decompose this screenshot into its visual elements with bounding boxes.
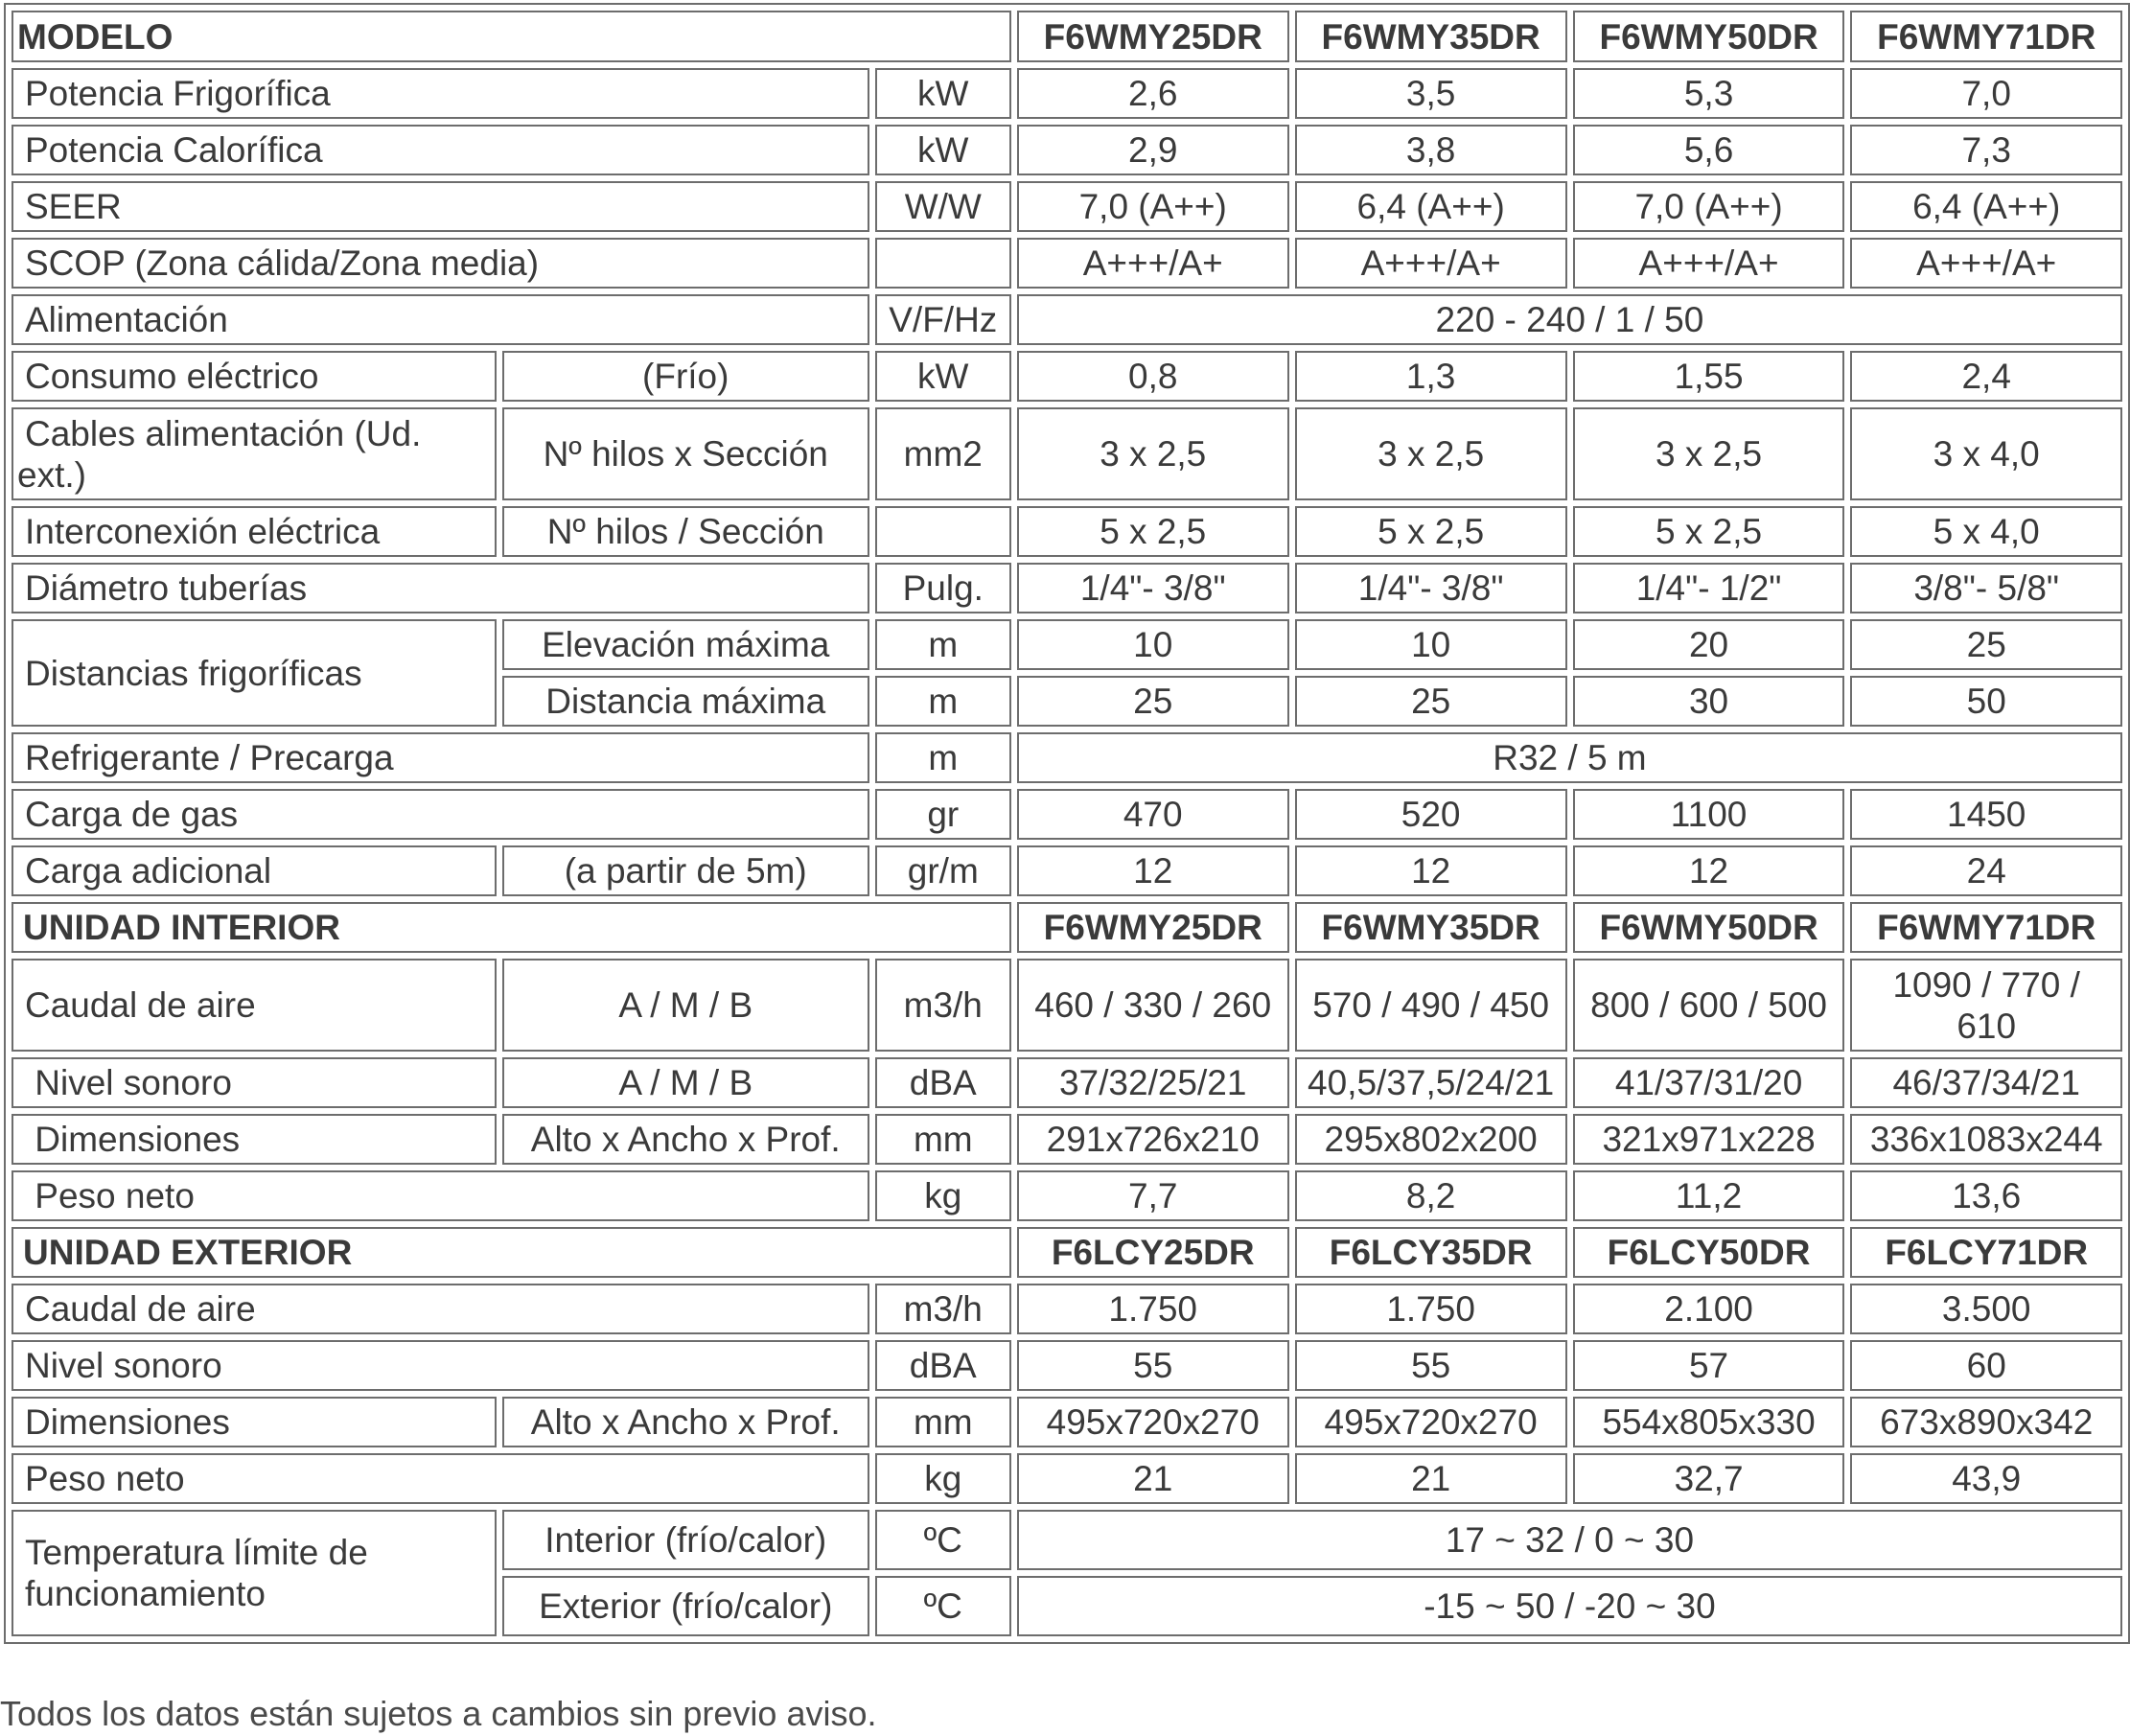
row-unit: mm (875, 1114, 1011, 1165)
table-row (12, 125, 2122, 175)
cell-value: 37/32/25/21 (1017, 1057, 1289, 1108)
model-name: F6WMY35DR (1295, 11, 1567, 62)
cell-value: 1,3 (1295, 351, 1567, 402)
table-row (12, 1170, 2122, 1221)
cell-value: 25 (1295, 676, 1567, 727)
cell-value: 5 x 2,5 (1573, 506, 1845, 557)
cell-value: 25 (1017, 676, 1289, 727)
cell-value: 6,4 (A++) (1295, 181, 1567, 232)
row-label: Peso neto (12, 1170, 869, 1221)
cell-value: 1.750 (1295, 1284, 1567, 1334)
row-unit: m (875, 732, 1011, 783)
cell-value: 12 (1295, 845, 1567, 896)
table-row (12, 238, 2122, 289)
table-row (12, 732, 2122, 783)
indoor-model-name: F6WMY25DR (1017, 902, 1289, 953)
cell-value: 3 x 2,5 (1295, 407, 1567, 500)
row-label: Peso neto (12, 1453, 869, 1504)
cell-value: 10 (1017, 619, 1289, 670)
row-label: Nivel sonoro (12, 1340, 869, 1391)
row-sublabel: Nº hilos x Sección (502, 407, 869, 500)
cell-value: 1/4"- 1/2" (1573, 563, 1845, 613)
cell-value: 3 x 2,5 (1573, 407, 1845, 500)
cell-value: 800 / 600 / 500 (1573, 959, 1845, 1052)
row-unit: m3/h (875, 959, 1011, 1052)
cell-value: 7,0 (A++) (1017, 181, 1289, 232)
cell-value: 1/4"- 3/8" (1295, 563, 1567, 613)
table-row (12, 845, 2122, 896)
cell-value: 11,2 (1573, 1170, 1845, 1221)
cell-value: 321x971x228 (1573, 1114, 1845, 1165)
table-row (12, 959, 2122, 1052)
cell-value: 46/37/34/21 (1850, 1057, 2122, 1108)
outdoor-model-name: F6LCY71DR (1850, 1227, 2122, 1278)
cell-value: 495x720x270 (1017, 1397, 1289, 1447)
cell-value: 1090 / 770 / 610 (1850, 959, 2122, 1052)
row-unit: dBA (875, 1057, 1011, 1108)
outdoor-model-name: F6LCY50DR (1573, 1227, 1845, 1278)
cell-value: 2,4 (1850, 351, 2122, 402)
table-row (12, 68, 2122, 119)
cell-value: 1100 (1573, 789, 1845, 840)
row-label: Cables alimentación (Ud. ext.) (12, 407, 497, 500)
cell-value: 41/37/31/20 (1573, 1057, 1845, 1108)
cell-value: 295x802x200 (1295, 1114, 1567, 1165)
cell-value: 57 (1573, 1340, 1845, 1391)
row-label: Carga de gas (12, 789, 869, 840)
cell-value: 520 (1295, 789, 1567, 840)
table-row (12, 1397, 2122, 1447)
cell-value: 2,6 (1017, 68, 1289, 119)
table-row (12, 294, 2122, 345)
row-unit: W/W (875, 181, 1011, 232)
row-unit: kg (875, 1170, 1011, 1221)
row-label: Interconexión eléctrica (12, 506, 497, 557)
row-unit: mm (875, 1397, 1011, 1447)
row-sublabel: A / M / B (502, 959, 869, 1052)
cell-value: 2.100 (1573, 1284, 1845, 1334)
cell-value: 5 x 2,5 (1017, 506, 1289, 557)
row-label: Dimensiones (12, 1114, 497, 1165)
table-row (12, 619, 2122, 670)
row-sublabel: Nº hilos / Sección (502, 506, 869, 557)
cell-value: 1.750 (1017, 1284, 1289, 1334)
row-label: Diámetro tuberías (12, 563, 869, 613)
cell-value: 8,2 (1295, 1170, 1567, 1221)
cell-value: 13,6 (1850, 1170, 2122, 1221)
row-unit: V/F/Hz (875, 294, 1011, 345)
cell-value: 673x890x342 (1850, 1397, 2122, 1447)
model-header-row (12, 11, 2122, 62)
cell-value: 24 (1850, 845, 2122, 896)
cell-value: A+++/A+ (1573, 238, 1845, 289)
model-name: F6WMY50DR (1573, 11, 1845, 62)
table-row (12, 1057, 2122, 1108)
cell-value: 7,3 (1850, 125, 2122, 175)
cell-value: 6,4 (A++) (1850, 181, 2122, 232)
cell-value: 21 (1017, 1453, 1289, 1504)
cell-value-merged: 17 ~ 32 / 0 ~ 30 (1017, 1510, 2122, 1570)
row-sublabel: (a partir de 5m) (502, 845, 869, 896)
indoor-header-row (12, 902, 2122, 953)
cell-value: 12 (1017, 845, 1289, 896)
row-unit: m (875, 676, 1011, 727)
row-unit: gr/m (875, 845, 1011, 896)
cell-value: A+++/A+ (1850, 238, 2122, 289)
row-label: Carga adicional (12, 845, 497, 896)
cell-value: 32,7 (1573, 1453, 1845, 1504)
table-row (12, 351, 2122, 402)
table-row (12, 1284, 2122, 1334)
table-row (12, 1340, 2122, 1391)
cell-value: 5,6 (1573, 125, 1845, 175)
cell-value: 3.500 (1850, 1284, 2122, 1334)
cell-value: 7,7 (1017, 1170, 1289, 1221)
row-unit: m (875, 619, 1011, 670)
cell-value: 1,55 (1573, 351, 1845, 402)
row-sublabel: Exterior (frío/calor) (502, 1576, 869, 1636)
cell-value: A+++/A+ (1295, 238, 1567, 289)
row-sublabel: Alto x Ancho x Prof. (502, 1397, 869, 1447)
cell-value: A+++/A+ (1017, 238, 1289, 289)
table-row (12, 181, 2122, 232)
cell-value: 10 (1295, 619, 1567, 670)
row-label: Alimentación (12, 294, 869, 345)
cell-value: 495x720x270 (1295, 1397, 1567, 1447)
cell-value: 1/4"- 3/8" (1017, 563, 1289, 613)
cell-value: 5 x 2,5 (1295, 506, 1567, 557)
cell-value: 7,0 (1850, 68, 2122, 119)
row-unit: mm2 (875, 407, 1011, 500)
indoor-title: UNIDAD INTERIOR (12, 902, 1011, 953)
cell-value: 5 x 4,0 (1850, 506, 2122, 557)
row-unit (875, 238, 1011, 289)
cell-value: 570 / 490 / 450 (1295, 959, 1567, 1052)
cell-value-merged: 220 - 240 / 1 / 50 (1017, 294, 2122, 345)
row-label: SCOP (Zona cálida/Zona media) (12, 238, 869, 289)
row-label: Refrigerante / Precarga (12, 732, 869, 783)
indoor-model-name: F6WMY71DR (1850, 902, 2122, 953)
cell-value: 3,8 (1295, 125, 1567, 175)
row-unit: Pulg. (875, 563, 1011, 613)
row-unit: kg (875, 1453, 1011, 1504)
cell-value: 55 (1017, 1340, 1289, 1391)
row-label: Distancias frigoríficas (12, 619, 497, 727)
cell-value: 3 x 2,5 (1017, 407, 1289, 500)
cell-value: 21 (1295, 1453, 1567, 1504)
cell-value: 1450 (1850, 789, 2122, 840)
cell-value: 291x726x210 (1017, 1114, 1289, 1165)
cell-value: 60 (1850, 1340, 2122, 1391)
row-label: Temperatura límite de funcionamiento (12, 1510, 497, 1636)
row-unit: ºC (875, 1510, 1011, 1570)
table-row (12, 506, 2122, 557)
row-unit: kW (875, 351, 1011, 402)
indoor-model-name: F6WMY50DR (1573, 902, 1845, 953)
footnote: Todos los datos están sujetos a cambios sin previo aviso. (0, 1694, 877, 1733)
cell-value: 470 (1017, 789, 1289, 840)
row-sublabel: Distancia máxima (502, 676, 869, 727)
cell-value-merged: R32 / 5 m (1017, 732, 2122, 783)
cell-value: 5,3 (1573, 68, 1845, 119)
row-label: Nivel sonoro (12, 1057, 497, 1108)
row-label: SEER (12, 181, 869, 232)
row-label: Consumo eléctrico (12, 351, 497, 402)
cell-value: 40,5/37,5/24/21 (1295, 1057, 1567, 1108)
row-sublabel: Interior (frío/calor) (502, 1510, 869, 1570)
row-label: Potencia Calorífica (12, 125, 869, 175)
model-name: F6WMY71DR (1850, 11, 2122, 62)
model-title: MODELO (12, 11, 1011, 62)
table-row (12, 789, 2122, 840)
cell-value-merged: -15 ~ 50 / -20 ~ 30 (1017, 1576, 2122, 1636)
row-sublabel: Alto x Ancho x Prof. (502, 1114, 869, 1165)
model-name: F6WMY25DR (1017, 11, 1289, 62)
row-sublabel: (Frío) (502, 351, 869, 402)
cell-value: 3,5 (1295, 68, 1567, 119)
table-row (12, 563, 2122, 613)
cell-value: 43,9 (1850, 1453, 2122, 1504)
row-label: Caudal de aire (12, 959, 497, 1052)
row-unit: gr (875, 789, 1011, 840)
row-unit: kW (875, 125, 1011, 175)
spec-table (4, 3, 2130, 1644)
cell-value: 3 x 4,0 (1850, 407, 2122, 500)
row-sublabel: Elevación máxima (502, 619, 869, 670)
cell-value: 3/8"- 5/8" (1850, 563, 2122, 613)
cell-value: 12 (1573, 845, 1845, 896)
table-row (12, 1114, 2122, 1165)
row-unit: kW (875, 68, 1011, 119)
outdoor-title: UNIDAD EXTERIOR (12, 1227, 1011, 1278)
row-label: Caudal de aire (12, 1284, 869, 1334)
cell-value: 2,9 (1017, 125, 1289, 175)
table-row (12, 407, 2122, 500)
outdoor-model-name: F6LCY35DR (1295, 1227, 1567, 1278)
table-row (12, 1510, 2122, 1570)
cell-value: 7,0 (A++) (1573, 181, 1845, 232)
row-unit: m3/h (875, 1284, 1011, 1334)
cell-value: 554x805x330 (1573, 1397, 1845, 1447)
row-unit: ºC (875, 1576, 1011, 1636)
cell-value: 20 (1573, 619, 1845, 670)
outdoor-model-name: F6LCY25DR (1017, 1227, 1289, 1278)
outdoor-header-row (12, 1227, 2122, 1278)
row-label: Dimensiones (12, 1397, 497, 1447)
cell-value: 336x1083x244 (1850, 1114, 2122, 1165)
cell-value: 25 (1850, 619, 2122, 670)
row-unit (875, 506, 1011, 557)
indoor-model-name: F6WMY35DR (1295, 902, 1567, 953)
row-label: Potencia Frigorífica (12, 68, 869, 119)
row-sublabel: A / M / B (502, 1057, 869, 1108)
cell-value: 0,8 (1017, 351, 1289, 402)
cell-value: 50 (1850, 676, 2122, 727)
cell-value: 460 / 330 / 260 (1017, 959, 1289, 1052)
cell-value: 30 (1573, 676, 1845, 727)
table-row (12, 1453, 2122, 1504)
cell-value: 55 (1295, 1340, 1567, 1391)
row-unit: dBA (875, 1340, 1011, 1391)
